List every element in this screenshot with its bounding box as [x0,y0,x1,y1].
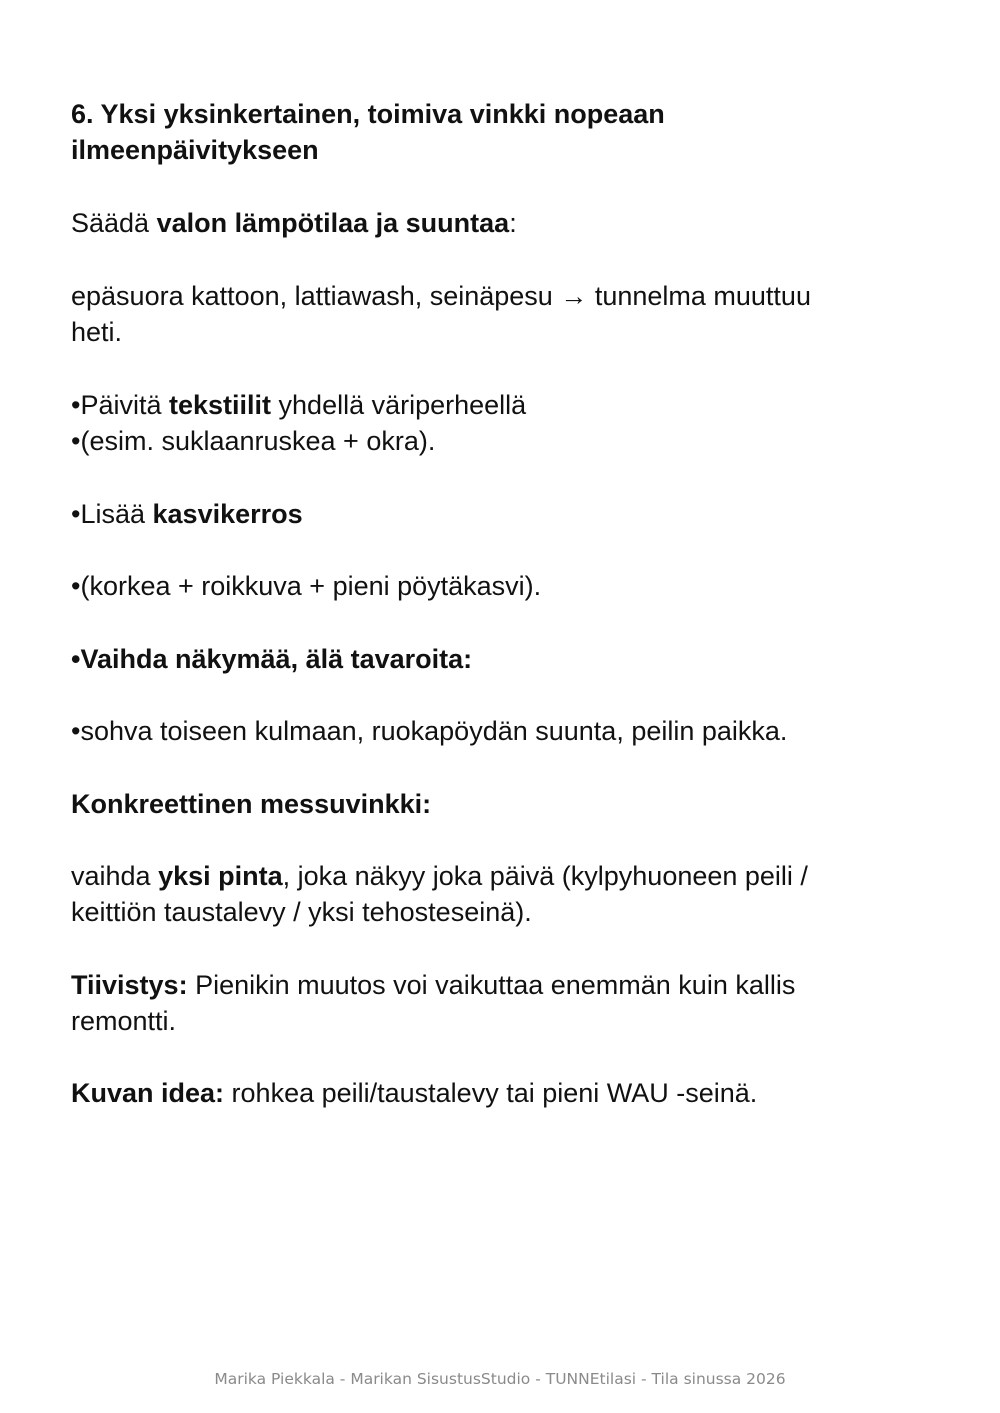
bullet-textiles-example: •(esim. suklaanruskea + okra). [71,426,436,456]
heading-line-2: ilmeenpäivitykseen [71,135,319,165]
text: Pienikin muutos voi vaikuttaa enemmän kuin kallis [187,970,796,1000]
summary [71,967,931,1039]
text: yhdellä väriperheellä [271,390,527,420]
text: : [509,208,517,238]
bullet-view [71,641,931,677]
text: , joka näkyy joka päivä (kylpyhuoneen peili / [282,861,808,891]
bold-text: valon lämpötilaa ja suuntaa [156,208,510,238]
text: •sohva toiseen kulmaan, ruokapöydän suunta, peilin paikka. [71,716,788,746]
text-line: remontti. [71,1006,177,1036]
text: Säädä [71,208,157,238]
text: •Lisää [71,499,153,529]
text: Konkreettinen messuvinkki: [71,789,432,819]
bullet-textiles [71,387,931,459]
paragraph-light-detail [71,278,931,350]
fair-tip-text [71,858,931,930]
fair-tip-heading [71,786,931,822]
bold-text: kasvikerros [152,499,303,529]
bullet-view-example [71,713,931,749]
summary-label: Tiivistys: [71,970,188,1000]
text: •Päivitä [71,390,169,420]
image-idea [71,1075,931,1111]
text-line: epäsuora kattoon, lattiawash, seinäpesu → tunnelma muuttuu [71,281,811,311]
bold-text: yksi pinta [158,861,283,891]
section-heading [71,96,931,168]
image-idea-label: Kuvan idea: [71,1078,225,1108]
text: rohkea peili/taustalevy tai pieni WAU -seinä. [224,1078,758,1108]
text: •(korkea + roikkuva + pieni pöytäkasvi). [71,571,542,601]
text: vaihda [71,861,159,891]
paragraph-light [71,205,931,241]
text-line: heti. [71,317,123,347]
heading-line-1: 6. Yksi yksinkertainen, toimiva vinkki nopeaan [71,99,665,129]
bullet-plants [71,496,931,532]
bullet-plants-example [71,568,931,604]
text-line: keittiön taustalevy / yksi tehosteseinä). [71,897,532,927]
page-footer: Marika Piekkala - Marikan SisustusStudio - TUNNEtilasi - Tila sinussa 2026 [214,1370,786,1388]
bold-text: tekstiilit [169,390,272,420]
bold-text: •Vaihda näkymää, älä tavaroita: [71,644,473,674]
